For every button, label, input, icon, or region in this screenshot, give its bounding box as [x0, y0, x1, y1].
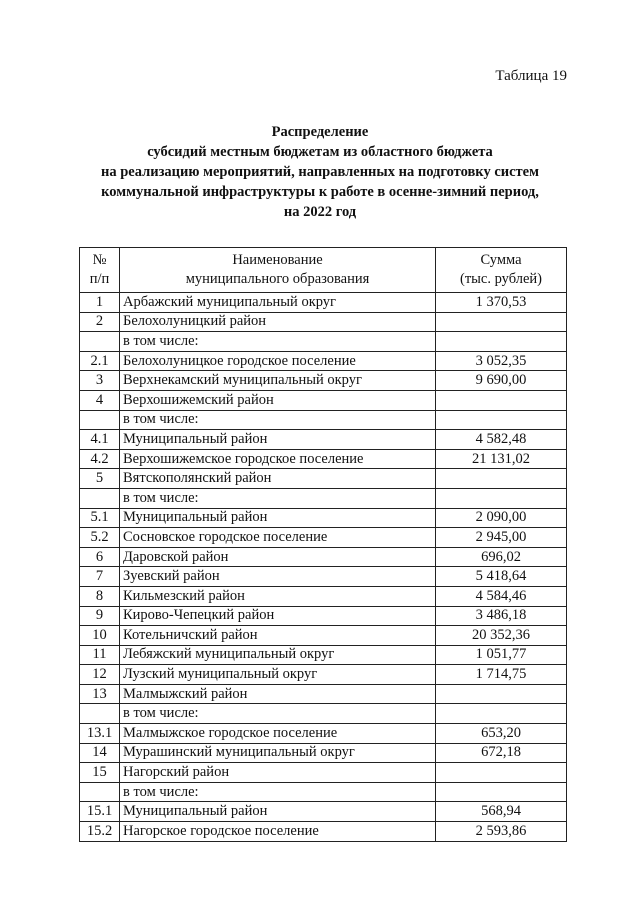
row-sum — [436, 684, 567, 704]
row-number: 1 — [80, 293, 120, 313]
table-row — [80, 469, 567, 489]
table-row — [80, 410, 567, 430]
row-sum — [436, 782, 567, 802]
header-number-line-1: № — [92, 252, 107, 268]
row-sum: 9 690,00 — [436, 371, 567, 391]
table-row — [80, 645, 567, 665]
row-number — [80, 704, 120, 724]
row-number: 12 — [80, 665, 120, 685]
row-number: 9 — [80, 606, 120, 626]
row-name: Сосновское городское поселение — [120, 528, 436, 548]
table-row — [80, 547, 567, 567]
row-number: 5.1 — [80, 508, 120, 528]
row-number: 15.1 — [80, 802, 120, 822]
row-name: Верхошижемский район — [120, 390, 436, 410]
header-name-line-2: муниципального образования — [185, 271, 370, 287]
row-name: Верхнекамский муниципальный округ — [120, 371, 436, 391]
table-row — [80, 763, 567, 783]
row-name: Лебяжский муниципальный округ — [120, 645, 436, 665]
row-name: Белохолуницкий район — [120, 312, 436, 332]
row-name: Кирово-Чепецкий район — [120, 606, 436, 626]
row-number: 2.1 — [80, 351, 120, 371]
table-row — [80, 802, 567, 822]
table-row — [80, 684, 567, 704]
table-row — [80, 508, 567, 528]
row-name: в том числе: — [120, 332, 436, 352]
table-row — [80, 704, 567, 724]
row-name: в том числе: — [120, 410, 436, 430]
document-heading — [60, 122, 580, 222]
row-sum: 2 090,00 — [436, 508, 567, 528]
row-sum: 4 584,46 — [436, 586, 567, 606]
row-sum — [436, 763, 567, 783]
row-sum — [436, 488, 567, 508]
table-body — [80, 293, 567, 842]
row-number: 6 — [80, 547, 120, 567]
row-sum — [436, 410, 567, 430]
row-sum: 3 052,35 — [436, 351, 567, 371]
table-row — [80, 312, 567, 332]
table-row — [80, 488, 567, 508]
row-number: 2 — [80, 312, 120, 332]
table-row — [80, 332, 567, 352]
row-number: 11 — [80, 645, 120, 665]
row-name: Даровской район — [120, 547, 436, 567]
heading-line-4: коммунальной инфраструктуры к работе в осенне-зимний период, — [101, 184, 539, 200]
heading-line-2: субсидий местным бюджетам из областного бюджета — [147, 144, 493, 160]
row-sum: 653,20 — [436, 724, 567, 744]
row-number: 4 — [80, 390, 120, 410]
row-sum: 21 131,02 — [436, 449, 567, 469]
row-sum: 568,94 — [436, 802, 567, 822]
table-row — [80, 665, 567, 685]
table-row — [80, 351, 567, 371]
table-row — [80, 606, 567, 626]
row-name: Муниципальный район — [120, 802, 436, 822]
row-sum: 5 418,64 — [436, 567, 567, 587]
row-sum — [436, 469, 567, 489]
row-name: Малмыжский район — [120, 684, 436, 704]
row-number — [80, 410, 120, 430]
table-row — [80, 782, 567, 802]
row-name: Муниципальный район — [120, 508, 436, 528]
row-sum: 1 714,75 — [436, 665, 567, 685]
row-name: в том числе: — [120, 704, 436, 724]
row-number: 13 — [80, 684, 120, 704]
row-name: Муниципальный район — [120, 430, 436, 450]
table-row — [80, 743, 567, 763]
table-row — [80, 567, 567, 587]
row-sum: 696,02 — [436, 547, 567, 567]
row-number: 3 — [80, 371, 120, 391]
row-number: 5 — [80, 469, 120, 489]
row-name: Белохолуницкое городское поселение — [120, 351, 436, 371]
row-number: 8 — [80, 586, 120, 606]
row-sum — [436, 332, 567, 352]
row-name: Арбажский муниципальный округ — [120, 293, 436, 313]
table-row — [80, 430, 567, 450]
row-name: Малмыжское городское поселение — [120, 724, 436, 744]
row-name: Лузский муниципальный округ — [120, 665, 436, 685]
row-number — [80, 782, 120, 802]
header-name — [120, 248, 436, 293]
header-sum — [436, 248, 567, 293]
row-number: 10 — [80, 626, 120, 646]
row-number — [80, 488, 120, 508]
header-number — [80, 248, 120, 293]
row-name: Верхошижемское городское поселение — [120, 449, 436, 469]
row-number: 4.1 — [80, 430, 120, 450]
row-sum — [436, 312, 567, 332]
row-name: Мурашинский муниципальный округ — [120, 743, 436, 763]
row-number: 4.2 — [80, 449, 120, 469]
table-row — [80, 528, 567, 548]
table-row — [80, 626, 567, 646]
row-name: Котельничский район — [120, 626, 436, 646]
table-row — [80, 293, 567, 313]
table-row — [80, 724, 567, 744]
row-sum: 20 352,36 — [436, 626, 567, 646]
header-sum-line-1: Сумма — [480, 252, 522, 268]
heading-line-1: Распределение — [271, 124, 369, 140]
table-header-row — [80, 248, 567, 293]
row-sum: 1 051,77 — [436, 645, 567, 665]
row-number: 15 — [80, 763, 120, 783]
table-row — [80, 449, 567, 469]
row-number: 13.1 — [80, 724, 120, 744]
row-sum: 1 370,53 — [436, 293, 567, 313]
table-row — [80, 586, 567, 606]
row-name: в том числе: — [120, 782, 436, 802]
table-number-label: Таблица 19 — [495, 68, 567, 84]
header-name-line-1: Наименование — [232, 252, 323, 268]
row-name: Зуевский район — [120, 567, 436, 587]
row-sum: 2 593,86 — [436, 822, 567, 842]
row-sum: 2 945,00 — [436, 528, 567, 548]
row-number: 14 — [80, 743, 120, 763]
heading-line-3: на реализацию мероприятий, направленных на подготовку систем — [101, 164, 539, 180]
row-number — [80, 332, 120, 352]
row-sum: 672,18 — [436, 743, 567, 763]
header-number-line-2: п/п — [89, 271, 110, 287]
row-number: 5.2 — [80, 528, 120, 548]
row-number: 7 — [80, 567, 120, 587]
row-number: 15.2 — [80, 822, 120, 842]
subsidy-table — [79, 247, 567, 842]
row-name: Вятскополянский район — [120, 469, 436, 489]
row-name: в том числе: — [120, 488, 436, 508]
heading-line-5: на 2022 год — [283, 204, 357, 220]
table-row — [80, 390, 567, 410]
row-sum: 4 582,48 — [436, 430, 567, 450]
row-sum: 3 486,18 — [436, 606, 567, 626]
row-name: Кильмезский район — [120, 586, 436, 606]
row-sum — [436, 390, 567, 410]
row-sum — [436, 704, 567, 724]
row-name: Нагорский район — [120, 763, 436, 783]
row-name: Нагорское городское поселение — [120, 822, 436, 842]
table-row — [80, 371, 567, 391]
header-sum-line-2: (тыс. рублей) — [460, 271, 542, 287]
table-row — [80, 822, 567, 842]
